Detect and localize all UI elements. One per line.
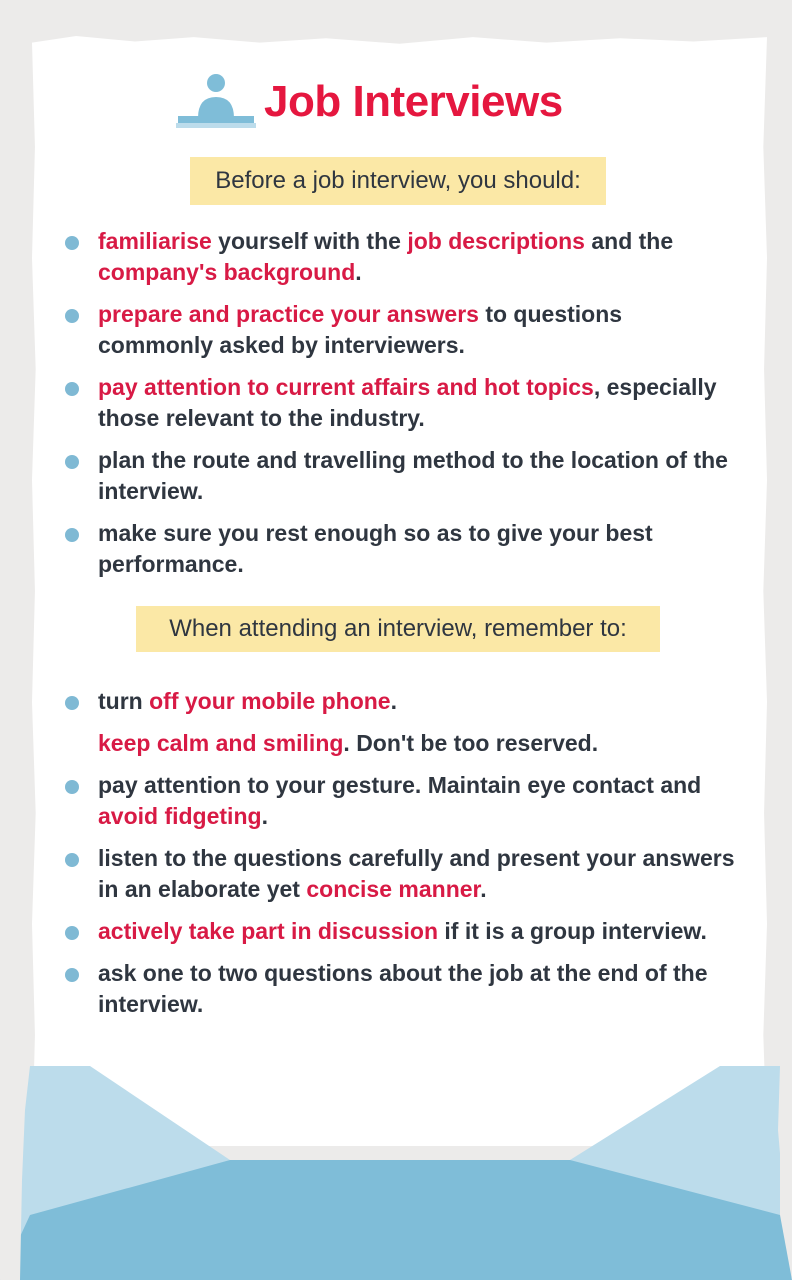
bullet-dot-icon: [65, 382, 79, 396]
list-item: [62, 686, 742, 717]
item-text: .: [390, 688, 397, 714]
item-text: .: [261, 803, 268, 829]
item-text: .: [355, 259, 362, 285]
section-heading-before: Before a job interview, you should:: [190, 157, 606, 205]
item-text: . Don't be too reserved.: [343, 730, 599, 756]
bullet-dot-icon: [65, 528, 79, 542]
list-item: [62, 518, 742, 580]
list-item: [62, 226, 742, 288]
header: [176, 72, 563, 132]
item-text: turn: [98, 688, 150, 714]
list-item: [62, 445, 742, 507]
item-text: if it is a group interview.: [438, 918, 707, 944]
item-text: , especially those relevant to the industry.: [98, 374, 717, 431]
item-text: pay attention to your gesture. Maintain eye contact and: [98, 772, 702, 798]
bullet-dot-icon: [65, 853, 79, 867]
item-text: ask one to two questions about the job at the end of the interview.: [98, 960, 708, 1017]
list-item: [62, 728, 742, 759]
before-interview-list: [62, 226, 742, 591]
highlighted-text: prepare and practice your answers: [98, 301, 479, 327]
person-at-desk-icon: [176, 72, 256, 132]
list-item: [62, 770, 742, 832]
bullet-dot-icon: [65, 968, 79, 982]
highlighted-text: actively take part in discussion: [98, 918, 439, 944]
highlighted-text: job descriptions: [407, 228, 585, 254]
item-text: listen to the questions carefully and present your answers in an elaborate yet: [98, 845, 735, 902]
page-title: Job Interviews: [264, 77, 563, 126]
bullet-dot-icon: [65, 926, 79, 940]
bullet-dot-icon: [65, 455, 79, 469]
highlighted-text: familiarise: [98, 228, 212, 254]
during-interview-list: [62, 686, 742, 1031]
list-item: [62, 299, 742, 361]
bullet-dot-icon: [65, 309, 79, 323]
item-text: to questions commonly asked by interviewers.: [98, 301, 623, 358]
item-text: plan the route and travelling method to the location of the interview.: [98, 447, 728, 504]
highlighted-text: keep calm and smiling: [98, 730, 344, 756]
highlighted-text: pay attention to current affairs and hot topics: [98, 374, 594, 400]
item-text: and the: [584, 228, 674, 254]
list-item: [62, 372, 742, 434]
bullet-dot-icon: [65, 780, 79, 794]
list-item: [62, 958, 742, 1020]
highlighted-text: company's background: [98, 259, 356, 285]
item-text: make sure you rest enough so as to give your best performance.: [98, 520, 653, 577]
bullet-dot-icon: [65, 696, 79, 710]
section-heading-during: When attending an interview, remember to:: [136, 606, 660, 652]
item-text: yourself with the: [211, 228, 408, 254]
highlighted-text: off your mobile phone: [149, 688, 391, 714]
highlighted-text: avoid fidgeting: [98, 803, 262, 829]
highlighted-text: concise manner: [306, 876, 481, 902]
list-item: [62, 843, 742, 905]
list-item: [62, 916, 742, 947]
item-text: .: [480, 876, 487, 902]
bullet-dot-icon: [65, 236, 79, 250]
